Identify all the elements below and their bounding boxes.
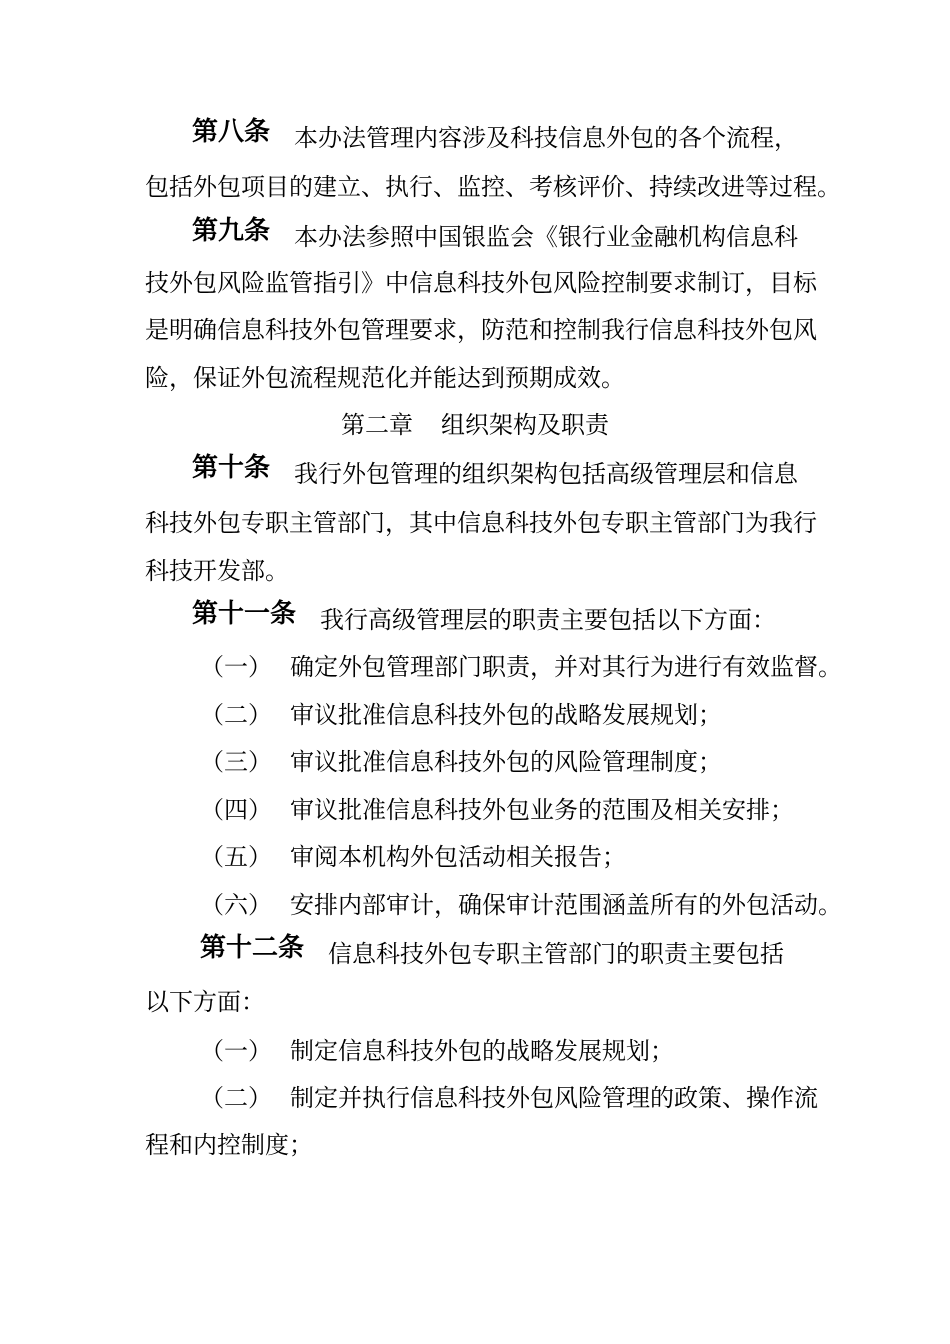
article11-first-line: [192, 599, 857, 635]
article12-first-line: [200, 933, 865, 969]
article12-item-num: （二）: [200, 1084, 272, 1112]
article11-item: [200, 795, 865, 825]
article12-item-continuation: 程和内控制度；: [145, 1131, 313, 1159]
article11-text-1: 我行高级管理层的职责主要包括以下方面：: [320, 606, 777, 634]
article10-line-2: 科技外包专职主管部门，其中信息科技外包专职主管部门为我行: [145, 509, 817, 537]
article11-label: 第十一条: [192, 599, 297, 629]
article11-item: [200, 747, 865, 777]
chapter-number: 第二章: [341, 411, 413, 439]
article8-label: 第八条: [192, 117, 271, 147]
article11-item: [200, 890, 865, 920]
article12-text-1: 信息科技外包专职主管部门的职责主要包括: [328, 940, 785, 968]
article11-item-num: （三）: [200, 748, 272, 776]
article12-item: [200, 1083, 865, 1113]
article12-label: 第十二条: [200, 933, 305, 963]
article11-item-text: 审议批准信息科技外包的战略发展规划；: [290, 701, 722, 729]
article11-item-num: （五）: [200, 843, 272, 871]
chapter-title: 组织架构及职责: [441, 411, 609, 439]
article12-item-text: 制定并执行信息科技外包风险管理的政策、操作流: [290, 1084, 818, 1112]
article11-item-num: （一）: [200, 653, 272, 681]
article11-item-text: 审议批准信息科技外包业务的范围及相关安排；: [290, 796, 794, 824]
article9-first-line: [192, 216, 857, 252]
article10-text-1: 我行外包管理的组织架构包括高级管理层和信息: [294, 460, 799, 488]
article11-item-num: （二）: [200, 701, 272, 729]
article9-text-1: 本办法参照中国银监会《银行业金融机构信息科: [294, 223, 799, 251]
article11-item-num: （四）: [200, 796, 272, 824]
article11-item: [200, 842, 865, 872]
article12-item-num: （一）: [200, 1037, 272, 1065]
article11-item-text: 安排内部审计，确保审计范围涵盖所有的外包活动。: [290, 891, 842, 919]
article10-first-line: [192, 453, 857, 489]
article8-second-line: 包括外包项目的建立、执行、监控、考核评价、持续改进等过程。: [145, 173, 841, 201]
article12-item-text: 制定信息科技外包的战略发展规划；: [290, 1037, 674, 1065]
article11-item-text: 确定外包管理部门职责，并对其行为进行有效监督。: [290, 653, 842, 681]
article9-line-3: 是明确信息科技外包管理要求，防范和控制我行信息科技外包风: [145, 316, 817, 344]
article11-item-text: 审议批准信息科技外包的风险管理制度；: [290, 748, 722, 776]
article9-line-2: 技外包风险监管指引》中信息科技外包风险控制要求制订，目标: [145, 269, 817, 297]
chapter-heading: [0, 410, 950, 440]
article12-item: [200, 1036, 865, 1066]
article11-item-num: （六）: [200, 891, 272, 919]
article11-item: [200, 652, 865, 682]
article8-first-line: [192, 117, 857, 153]
article11-item: [200, 700, 865, 730]
article9-label: 第九条: [192, 216, 271, 246]
article11-item-text: 审阅本机构外包活动相关报告；: [290, 843, 626, 871]
article8-text-1: 本办法管理内容涉及科技信息外包的各个流程，: [294, 124, 799, 152]
article9-line-4: 险，保证外包流程规范化并能达到预期成效。: [145, 364, 625, 392]
article12-line-2: 以下方面：: [145, 988, 265, 1016]
article10-line-3: 科技开发部。: [145, 557, 289, 585]
article10-label: 第十条: [192, 453, 271, 483]
